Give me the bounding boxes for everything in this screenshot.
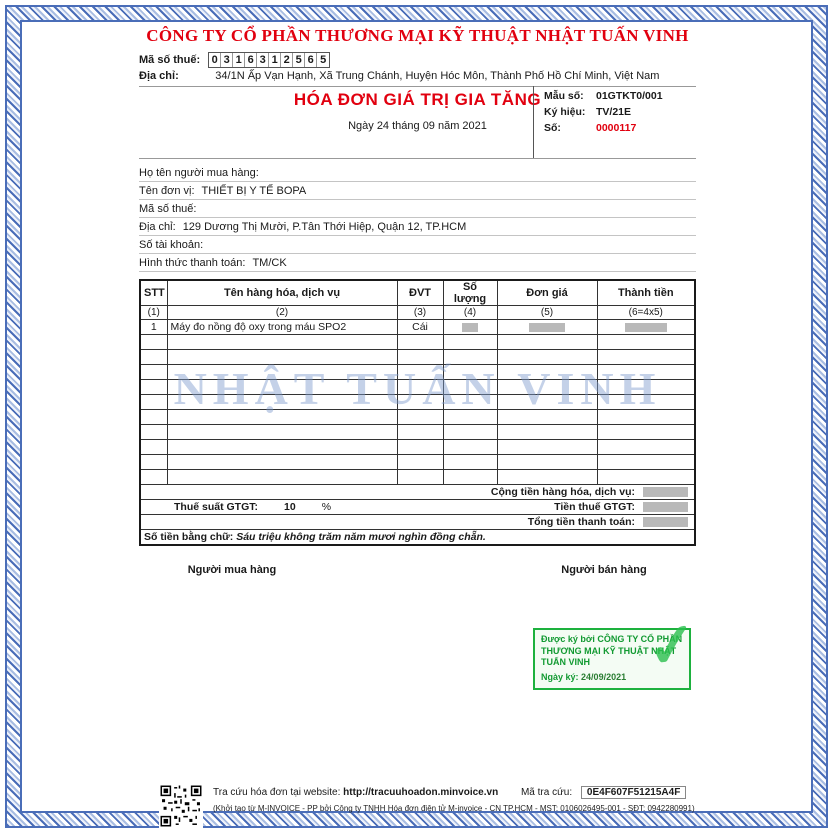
company-tax-label: Mã số thuế:: [139, 54, 201, 66]
subheader-3: (3): [397, 306, 443, 320]
subheader-4: (4): [443, 306, 497, 320]
serial-row: [544, 106, 696, 118]
empty-cell: [140, 395, 167, 410]
table-header-row: [140, 280, 695, 306]
invoice-content: [139, 24, 701, 814]
vat-row: [140, 500, 695, 515]
empty-cell: [140, 365, 167, 380]
empty-cell: [597, 335, 695, 350]
empty-cell: [497, 380, 597, 395]
buyer-unit-value: THIẾT BỊ Y TẾ BOPA: [201, 184, 307, 197]
empty-cell: [497, 425, 597, 440]
vat-amount-group: [554, 501, 691, 513]
item-row: [140, 320, 695, 335]
empty-cell: [497, 440, 597, 455]
subtotal-label: Cộng tiền hàng hóa, dịch vụ:: [490, 486, 635, 498]
company-tax-code: [208, 52, 330, 68]
empty-cell: [443, 440, 497, 455]
invoice-number-value: 0000117: [596, 122, 637, 134]
redacted-quantity: [462, 323, 478, 332]
empty-cell: [167, 365, 397, 380]
company-name: CÔNG TY CỔ PHẦN THƯƠNG MẠI KỸ THUẬT NHẬT TUẤN VINH: [146, 26, 689, 45]
empty-cell: [140, 455, 167, 470]
empty-cell: [167, 425, 397, 440]
item-name: Máy đo nồng độ oxy trong máu SPO2: [167, 320, 397, 335]
buyer-unit-row: [139, 182, 696, 200]
qr-code-icon: [159, 784, 203, 828]
seller-signature-label: Người bán hàng: [561, 564, 647, 576]
empty-cell: [167, 380, 397, 395]
subheader-6: (6=4x5): [597, 306, 695, 320]
tax-digit: 3: [257, 53, 269, 67]
checkmark-icon: ✓: [643, 609, 701, 682]
item-amount-cell: [597, 320, 695, 335]
company-tax-row: [139, 52, 696, 68]
empty-cell: [497, 410, 597, 425]
amount-in-words-row: [140, 530, 695, 545]
empty-cell: [497, 335, 597, 350]
table-empty-row: [140, 395, 695, 410]
empty-cell: [597, 410, 695, 425]
lookup-row: [213, 787, 695, 798]
amount-in-words-value: Sáu triệu không trăm năm mươi nghìn đồng chẵn.: [236, 530, 486, 543]
col-header-amount: Thành tiền: [597, 280, 695, 306]
table-subheader-row: [140, 306, 695, 320]
empty-cell: [397, 425, 443, 440]
empty-cell: [140, 440, 167, 455]
empty-cell: [597, 470, 695, 485]
lookup-code-label: Mã tra cứu:: [520, 787, 573, 798]
tax-digit: 5: [293, 53, 305, 67]
tax-digit: 0: [209, 53, 221, 67]
serial-value: TV/21E: [596, 106, 632, 118]
empty-cell: [140, 350, 167, 365]
buyer-tax-row: [139, 200, 696, 218]
col-header-qty: Số lượng: [443, 280, 497, 306]
redacted-subtotal: [643, 487, 688, 497]
empty-cell: [167, 335, 397, 350]
serial-label: Ký hiệu:: [544, 106, 586, 118]
company-address: 34/1N Ấp Vạn Hạnh, Xã Trung Chánh, Huyện Hóc Môn, Thành Phố Hồ Chí Minh, Việt Nam: [215, 70, 660, 82]
watermark-text: NHẬT TUẤN VINH: [173, 363, 662, 414]
table-empty-row: [140, 350, 695, 365]
tax-digit: 3: [221, 53, 233, 67]
empty-cell: [497, 350, 597, 365]
empty-cell: [397, 380, 443, 395]
empty-cell: [140, 380, 167, 395]
empty-cell: [597, 395, 695, 410]
tax-digit: 5: [320, 54, 327, 66]
vat-rate-group: [174, 501, 331, 513]
items-table: [139, 279, 696, 546]
tax-digit: 6: [245, 53, 257, 67]
subtotal-row: [140, 485, 695, 500]
form-number-label: Mẫu số:: [544, 90, 584, 102]
empty-cell: [443, 470, 497, 485]
tax-digit: 1: [269, 53, 281, 67]
col-header-stt: STT: [140, 280, 167, 306]
buyer-tax-label: Mã số thuế:: [139, 202, 197, 215]
vat-rate-label: Thuế suất GTGT:: [174, 501, 258, 513]
empty-cell: [597, 425, 695, 440]
item-unit: Cái: [397, 320, 443, 335]
empty-cell: [597, 350, 695, 365]
lookup-code-value: 0E4F607F51215A4F: [581, 786, 686, 799]
buyer-unit-label: Tên đơn vị:: [139, 184, 195, 197]
buyer-account-label: Số tài khoản:: [139, 238, 204, 251]
redacted-unit-price: [529, 323, 565, 332]
empty-cell: [443, 410, 497, 425]
form-number-value: 01GTKT0/001: [596, 90, 663, 102]
empty-cell: [397, 455, 443, 470]
empty-cell: [497, 365, 597, 380]
lookup-label: Tra cứu hóa đơn tại website:: [213, 787, 341, 798]
empty-cell: [397, 350, 443, 365]
empty-cell: [597, 440, 695, 455]
buyer-signature-label: Người mua hàng: [187, 564, 277, 576]
vat-amount-label: Tiền thuế GTGT:: [554, 501, 635, 513]
buyer-address-row: [139, 218, 696, 236]
total-label: Tổng tiền thanh toán:: [527, 516, 635, 528]
lookup-website: http://tracuuhoadon.minvoice.vn: [343, 787, 499, 798]
invoice-meta-block: [533, 86, 696, 158]
subheader-2: (2): [167, 306, 397, 320]
table-empty-row: [140, 365, 695, 380]
empty-cell: [397, 440, 443, 455]
col-header-price: Đơn giá: [497, 280, 597, 306]
digital-signature-text: Được ký bởi CÔNG TY CỔ PHẦN THƯƠNG MẠI KỸ THUẬT NHẬT TUẤN VINH: [541, 634, 683, 668]
footer-note: (Khởi tạo từ M-INVOICE - PP bởi Công ty TNHH Hóa đơn điện tử M-invoice - CN TP.HCM - MST: 0106026495-001 - SĐT: 0942280991): [213, 804, 695, 813]
company-address-row: [139, 70, 696, 82]
empty-cell: [497, 455, 597, 470]
empty-cell: [397, 365, 443, 380]
footer: [159, 784, 699, 828]
table-empty-row: [140, 410, 695, 425]
redacted-amount: [625, 323, 667, 332]
table-empty-row: [140, 440, 695, 455]
buyer-name-label: Họ tên người mua hàng:: [139, 166, 259, 179]
empty-cell: [397, 470, 443, 485]
item-price-cell: [497, 320, 597, 335]
tax-digit: 6: [305, 53, 317, 67]
total-row: [140, 515, 695, 530]
empty-cell: [167, 470, 397, 485]
empty-cell: [443, 335, 497, 350]
sign-date-value: 24/09/2021: [581, 672, 627, 683]
tax-digit: 2: [281, 53, 293, 67]
empty-cell: [140, 425, 167, 440]
table-empty-row: [140, 380, 695, 395]
vat-rate-value: 10: [284, 501, 296, 513]
empty-cell: [497, 395, 597, 410]
buyer-address-label: Địa chỉ:: [139, 220, 176, 233]
item-qty-cell: [443, 320, 497, 335]
col-header-unit: ĐVT: [397, 280, 443, 306]
sign-date-row: [541, 672, 683, 684]
empty-cell: [497, 470, 597, 485]
digital-signature-box: [533, 609, 701, 690]
empty-cell: [167, 440, 397, 455]
empty-cell: [597, 455, 695, 470]
buyer-address-value: 129 Dương Thị Mười, P.Tân Thới Hiệp, Quận 12, TP.HCM: [182, 220, 467, 233]
payment-method-value: TM/CK: [252, 256, 287, 269]
empty-cell: [167, 395, 397, 410]
table-empty-row: [140, 470, 695, 485]
table-empty-row: [140, 335, 695, 350]
col-header-name: Tên hàng hóa, dịch vụ: [167, 280, 397, 306]
redacted-total: [643, 517, 688, 527]
percent-sign: %: [321, 501, 332, 513]
empty-cell: [140, 410, 167, 425]
empty-cell: [397, 410, 443, 425]
tax-digit: 1: [233, 53, 245, 67]
footer-text: [213, 784, 695, 813]
table-empty-row: [140, 455, 695, 470]
buyer-section: [139, 164, 696, 272]
divider: [139, 158, 696, 159]
invoice-number-row: [544, 122, 696, 134]
subheader-5: (5): [497, 306, 597, 320]
sign-date-label: Ngày ký:: [541, 672, 579, 683]
empty-cell: [443, 395, 497, 410]
amount-in-words-label: Số tiền bằng chữ:: [144, 530, 234, 543]
payment-method-label: Hình thức thanh toán:: [139, 256, 246, 269]
empty-cell: [167, 410, 397, 425]
empty-cell: [443, 455, 497, 470]
form-number-row: [544, 90, 696, 102]
invoice-number-label: Số:: [544, 122, 561, 134]
buyer-account-row: [139, 236, 696, 254]
empty-cell: [443, 365, 497, 380]
payment-method-row: [139, 254, 696, 272]
empty-cell: [167, 455, 397, 470]
empty-cell: [597, 380, 695, 395]
empty-cell: [140, 335, 167, 350]
empty-cell: [597, 365, 695, 380]
subheader-1: (1): [140, 306, 167, 320]
empty-cell: [443, 380, 497, 395]
empty-cell: [397, 335, 443, 350]
invoice-title: HÓA ĐƠN GIÁ TRỊ GIA TĂNG: [293, 90, 542, 109]
company-address-label: Địa chỉ:: [139, 70, 179, 82]
invoice-date: Ngày 24 tháng 09 năm 2021: [348, 120, 487, 132]
buyer-name-row: [139, 164, 696, 182]
empty-cell: [443, 425, 497, 440]
empty-cell: [443, 350, 497, 365]
table-empty-row: [140, 425, 695, 440]
redacted-vat-amount: [643, 502, 688, 512]
empty-cell: [140, 470, 167, 485]
empty-cell: [167, 350, 397, 365]
item-stt: 1: [140, 320, 167, 335]
empty-cell: [397, 395, 443, 410]
